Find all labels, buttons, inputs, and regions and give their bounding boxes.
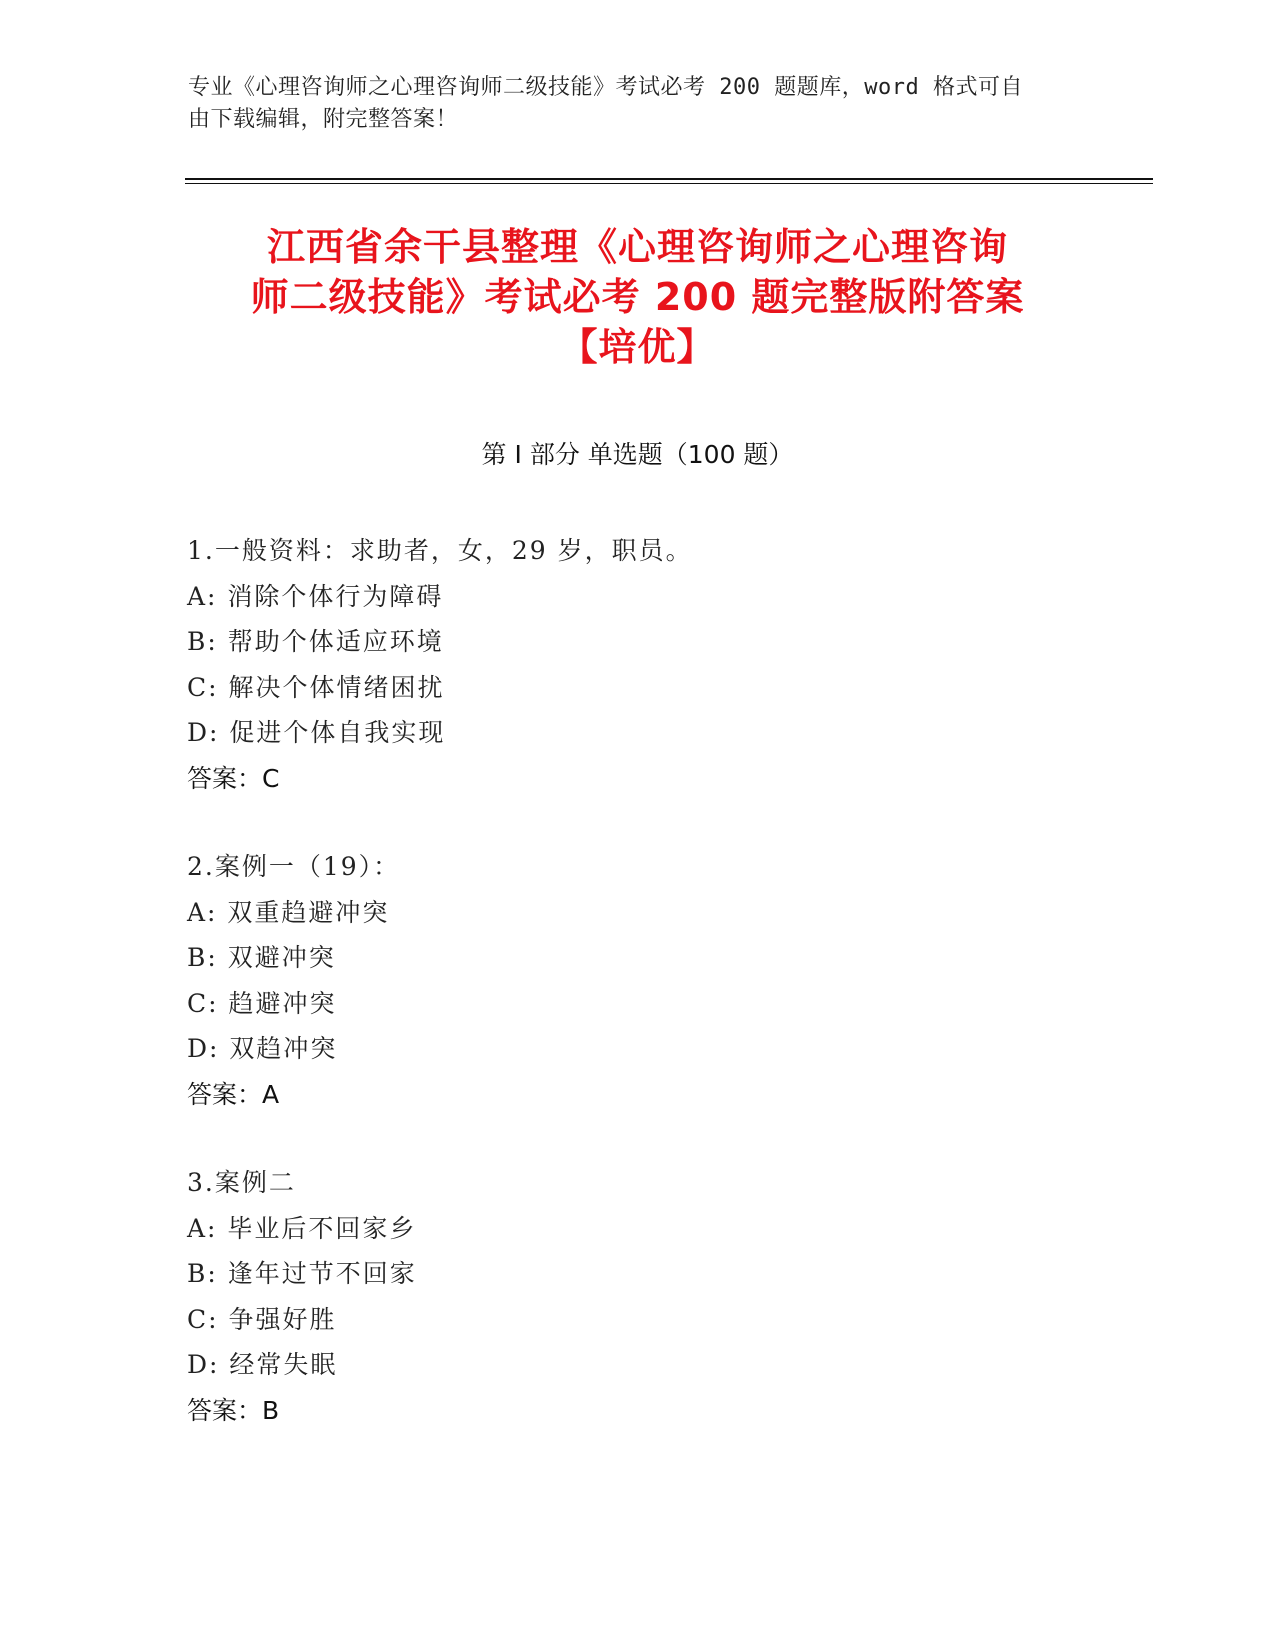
option-b: B: 双避冲突 [187,943,336,972]
option-b: B: 帮助个体适应环境 [187,627,444,656]
section-heading: 第 I 部分 单选题（100 题） [481,440,794,469]
question-1 [187,528,1087,801]
header-note-line-2: 由下载编辑，附完整答案！ [188,107,459,132]
option-d: D: 双趋冲突 [187,1034,338,1063]
option-d: D: 经常失眠 [187,1350,338,1379]
header-note-line-1: 专业《心理咨询师之心理咨询师二级技能》考试必考 200 题题库，word 格式可自 [188,75,1023,100]
document-title-line-3: 【培优】 [559,325,716,369]
document-title-line-1: 江西省余干县整理《心理咨询师之心理咨询 [266,225,1008,269]
option-a: A: 毕业后不回家乡 [187,1213,417,1243]
question-3 [187,1160,1087,1433]
question-list [187,528,1087,1476]
question-stem: 1.一般资料：求助者，女，29 岁，职员。 [187,536,693,565]
document-title-line-2: 师二级技能》考试必考 200 题完整版附答案 [250,275,1025,319]
header-divider-thick [185,178,1153,180]
option-c: C: 解决个体情绪困扰 [187,672,445,702]
header-note [188,72,1088,136]
question-stem: 2.案例一（19）： [187,852,401,881]
option-c: C: 趋避冲突 [187,988,337,1018]
question-stem: 3.案例二 [187,1168,296,1197]
document-title [185,222,1090,372]
header-divider-thin [185,183,1153,184]
answer-label: 答案：C [187,763,280,793]
option-c: C: 争强好胜 [187,1304,337,1334]
question-2 [187,844,1087,1117]
option-a: A: 双重趋避冲突 [187,897,390,927]
option-b: B: 逢年过节不回家 [187,1259,417,1288]
answer-label: 答案：B [187,1395,280,1425]
option-a: A: 消除个体行为障碍 [187,581,444,611]
option-d: D: 促进个体自我实现 [187,718,446,747]
answer-label: 答案：A [187,1079,280,1109]
